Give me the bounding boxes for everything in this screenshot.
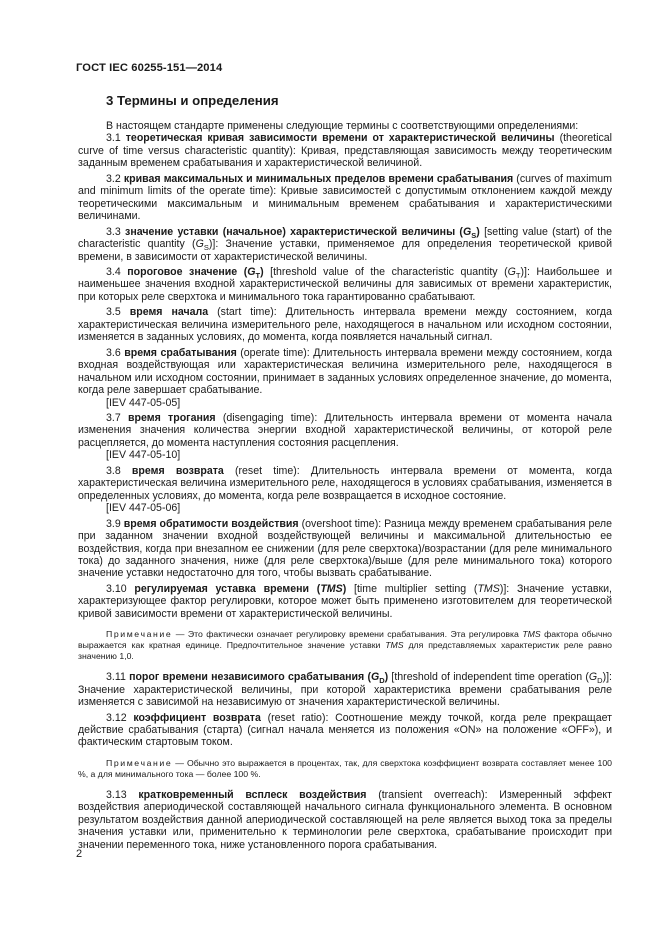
term-3-6 (78, 347, 612, 397)
term-number: 3.12 (106, 711, 127, 724)
term-number: 3.10 (106, 582, 127, 595)
term-number: 3.6 (106, 346, 121, 359)
term-3-3: 3.3 значение уставки (начальное) характеристической величины $(G_S)$ [setting value (start) of the characteristic quantity $(G_S)$]: Значение уставки, применяемое для определения теоретической кривой времени, в зависимости от характеристической величины. (78, 225, 612, 263)
term-number: 3.8 (106, 464, 121, 477)
term-definition: (theoretical curve of time versus characteristic quantity): Кривая, представляющая зависимость между теоретическим заданным временем срабатывания и характеристической величиной. (78, 132, 612, 170)
term-definition: (curves of maximum and minimum limits of the operate time): Кривые зависимостей с допустимым отклонением каждой между теоретическими максимальным и минимальным временем срабатывания и характеристическими величинами. (78, 172, 613, 223)
term-3-5 (78, 306, 612, 343)
term-3-4: 3.4 пороговое значение $(G_T)$ [threshold value of the characteristic quantity $(G_T)$]: Наибольшее и наименьшее значения входной характеристической величины для зависимых от времени характеристик, при которых реле сверхтока и минимального тока гарантированно срабатывают. (78, 265, 613, 303)
note-reset-ratio: Примечание — Обычно это выражается в процентах, так, для сверхтока коэффициент возврата составляет менее 100 %, а для минимального тока — более 100 %. (78, 757, 612, 779)
intro-paragraph: В настоящем стандарте применены следующие термины с соответствующими определениями: (106, 120, 579, 132)
document-header: ГОСТ IEC 60255-151—2014 (76, 62, 223, 74)
reference-3-7: [IEV 447-05-10] (106, 449, 181, 462)
symbol: G (462, 225, 472, 238)
term-3-9 (78, 518, 612, 580)
term-definition: (operate time): Длительность интервала времени между состоянием, когда входная воздействующая или характеристическая величина измерительного реле, находящегося в начальном или исходном состоянии, принимает в заданных условиях определенное значение, до момента, когда реле завершает срабатывание. (78, 346, 612, 397)
term-number: 3.2 (106, 172, 121, 185)
term-title: теоретическая кривая зависимости времени от характеристической величины (125, 132, 555, 145)
page-number: 2 (76, 848, 83, 860)
term-3-1 (78, 132, 612, 169)
symbol: G (370, 671, 380, 684)
term-definition: (disengaging time): Длительность интервала времени от момента начала изменения значения количества энергии входной характеристической величины, от которой реле расцепляется, до момента наступления состояния расцепления. (78, 411, 612, 449)
note-tms: Примечание — Это фактически означает регулировку времени срабатывания. Эта регулировка TMS фактора обычно выражается как кратная единице. Предпочтительное значение уставки TMS для представляемых характеристик реле равно значению 1,0. (78, 629, 612, 662)
term-title: кратковременный всплеск воздействия (138, 788, 367, 801)
term-3-2 (78, 173, 612, 223)
term-3-7 (78, 412, 612, 449)
term-title: кривая максимальных и минимальных пределов времени срабатывания (123, 172, 514, 185)
term-title: время трогания (128, 411, 216, 424)
term-number: 3.5 (106, 306, 121, 319)
term-number: 3.11 (106, 671, 126, 684)
symbol-subscript: D (379, 676, 385, 686)
term-definition: (transient overreach): Измеренный эффект воздействия апериодической составляющей начального сигнала функционального элемента. В основном результатом воздействия данной апериодической составляющей на реле является выход тока за пределы значения уставки или, применительно к терминологии реле сверхтока, срабатывание происходит при значении переменного тока, ниже установленного порога срабатывания. (78, 788, 612, 851)
reference-3-6: [IEV 447-05-05] (106, 396, 181, 409)
note-label: Примечание (106, 629, 173, 640)
term-number: 3.9 (106, 517, 121, 530)
note-label: Примечание (106, 757, 173, 768)
term-number: 3.4 (106, 265, 121, 278)
term-title: коэффициент возврата (133, 711, 261, 724)
term-3-13 (78, 789, 612, 851)
term-definition: (overshoot time): Разница между временем срабатывания реле при заданном значении входной воздействующей величины и максимальной длительностью ее воздействия, когда при внезапном ее снижении (для реле сверхтока)/возрастании (для реле минимального тока) до заданного значения, ниже (для реле сверхтока)/выше (для реле минимального тока) которого значение уставки недостаточно для того, чтобы вызвать срабатывание. (78, 517, 612, 580)
term-number: 3.3 (106, 225, 121, 238)
symbol-subscript: S (471, 230, 477, 240)
term-definition: [time multiplier setting ( (354, 582, 478, 595)
term-title: время возврата (131, 464, 224, 477)
term-title: время срабатывания (124, 346, 237, 359)
term-definition: (reset time): Длительность интервала времени от момента, когда характеристическая величина измерительного реле, находящегося в условиях срабатывания, изменяется в определенных условиях, до момента, когда реле возвращается в исходное состояние. (78, 464, 612, 502)
term-title: время обратимости воздействия (123, 517, 299, 530)
term-number: 3.7 (106, 411, 121, 424)
term-3-11: 3.11 порог времени независимого срабатывания $(G_D)$ [threshold of independent time operation $(G_D)$]: Значение характеристической величины, при которой характеристика времени срабатывания реле изменяется с зависимой на независимую от значения характеристической величины. (78, 671, 612, 709)
reference-3-8: [IEV 447-05-06] (106, 502, 181, 515)
document-body (78, 120, 612, 851)
term-definition: (reset ratio): Соотношение между точкой, когда реле прекращает действие срабатывания (старта) (сигнал начала меняется из положения «ON» на положение «OFF»), и фактическим стартовым током. (78, 711, 612, 749)
symbol: TMS (320, 582, 343, 595)
term-title: пороговое значение ( (127, 265, 248, 278)
term-definition: (start time): Длительность интервала времени между состоянием, когда характеристическая величина измерительного реле, находящегося в начальном или исходном состоянии, изменяется в заданных условиях, до момента, когда появляется начальный сигнал. (78, 306, 612, 344)
term-3-8 (78, 465, 612, 502)
symbol-subscript: T (255, 271, 261, 281)
term-title: порог времени независимого срабатывания ( (129, 671, 371, 684)
term-title: регулируемая уставка времени ( (134, 582, 321, 595)
term-title: время начала (129, 306, 209, 319)
term-3-10: 3.10 регулируемая уставка времени (TMS) [time multiplier setting (TMS)]: Значение уставки, характеризующее фактор регулировки, которое может быть применено изготовителем для теоретической кривой зависимости времени от характеристической величины. (78, 582, 612, 620)
term-number: 3.13 (106, 788, 127, 801)
term-3-12 (78, 712, 612, 749)
term-definition: [threshold value of the characteristic quantity ( (270, 265, 508, 278)
term-definition: [setting value (start) of the characteristic quantity ( (78, 225, 612, 251)
term-definition: [threshold of independent time operation ( (391, 671, 589, 684)
term-title: значение уставки (начальное) характеристической величины ( (125, 225, 463, 238)
section-title: 3 Термины и определения (106, 93, 279, 108)
symbol: G (247, 265, 256, 278)
term-number: 3.1 (106, 132, 121, 145)
